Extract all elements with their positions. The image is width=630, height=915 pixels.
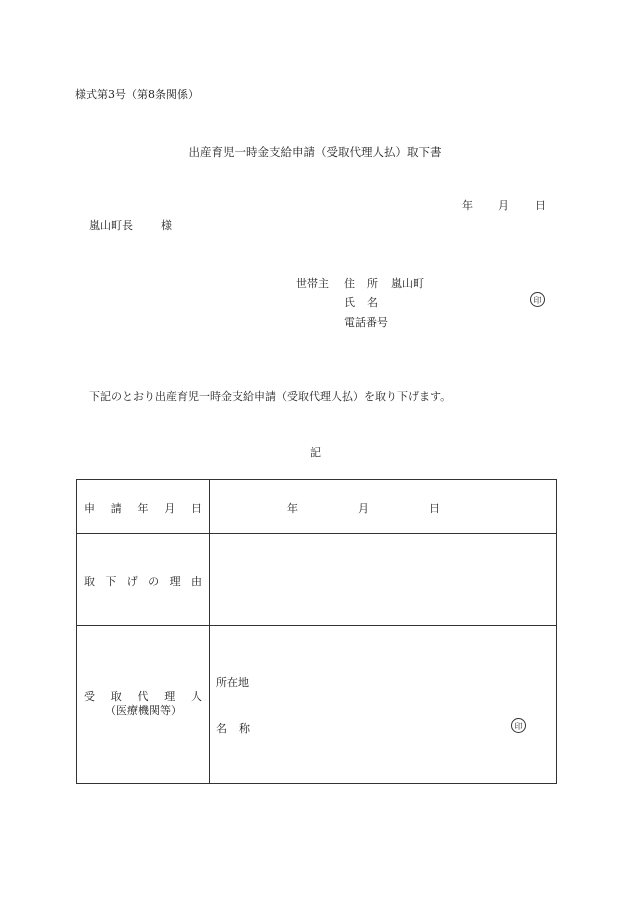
label-receiving-agent bbox=[77, 626, 210, 784]
label-char: 取 bbox=[110, 690, 122, 703]
withdrawal-form-table bbox=[76, 479, 557, 784]
label-char: げ bbox=[126, 575, 138, 588]
address-label-1: 住 bbox=[344, 277, 355, 290]
agent-name-label-2: 称 bbox=[239, 722, 250, 735]
name-label-1: 氏 bbox=[344, 296, 355, 309]
application-date-field[interactable] bbox=[210, 480, 557, 534]
agent-name-label-1: 名 bbox=[216, 722, 227, 735]
addressee-honorific: 様 bbox=[161, 219, 172, 232]
date-year: 年 bbox=[462, 199, 473, 212]
label-char: 月 bbox=[164, 502, 176, 515]
label-char: 受 bbox=[84, 690, 95, 703]
name-label-2: 名 bbox=[367, 296, 378, 309]
application-date-day: 日 bbox=[429, 502, 440, 515]
applicant-seal-icon: 印 bbox=[530, 292, 545, 307]
address-label-2: 所 bbox=[367, 277, 378, 290]
withdrawal-reason-field[interactable] bbox=[210, 534, 557, 626]
label-char: の bbox=[148, 575, 160, 588]
table-row-withdrawal-reason bbox=[77, 534, 557, 626]
phone-label: 電話番号 bbox=[344, 316, 388, 329]
label-char: 由 bbox=[190, 575, 202, 588]
document-title: 出産育児一時金支給申請（受取代理人払）取下書 bbox=[188, 145, 442, 159]
label-char: 請 bbox=[110, 502, 122, 515]
label-receiving-agent-sub: （医療機関等） bbox=[105, 704, 182, 717]
application-date-year: 年 bbox=[287, 502, 298, 515]
label-application-date bbox=[77, 480, 210, 534]
label-char: 代 bbox=[137, 690, 149, 703]
applicant-role: 世帯主 bbox=[296, 277, 329, 290]
label-char: 人 bbox=[191, 690, 202, 703]
label-char: 申 bbox=[84, 502, 95, 515]
application-date-month: 月 bbox=[358, 502, 369, 515]
label-char: 下 bbox=[105, 575, 117, 588]
label-char: 理 bbox=[169, 575, 181, 588]
label-char: 日 bbox=[191, 502, 202, 515]
body-text: 下記のとおり出産育児一時金支給申請（受取代理人払）を取り下げます。 bbox=[89, 390, 452, 403]
label-char: 取 bbox=[84, 575, 95, 588]
addressee-name: 嵐山町長 bbox=[89, 219, 133, 232]
table-row-application-date bbox=[77, 480, 557, 534]
address-value: 嵐山町 bbox=[391, 277, 424, 290]
label-char: 年 bbox=[137, 502, 149, 515]
form-number: 様式第3号（第8条関係） bbox=[75, 88, 199, 101]
label-withdrawal-reason bbox=[77, 534, 210, 626]
agent-seal-icon: 印 bbox=[511, 718, 526, 733]
label-char: 理 bbox=[164, 690, 176, 703]
date-month: 月 bbox=[498, 199, 509, 212]
location-label: 所在地 bbox=[216, 676, 249, 689]
ki-heading: 記 bbox=[310, 446, 321, 459]
date-day: 日 bbox=[535, 199, 546, 212]
table-row-receiving-agent bbox=[77, 626, 557, 784]
receiving-agent-field[interactable] bbox=[210, 626, 557, 784]
